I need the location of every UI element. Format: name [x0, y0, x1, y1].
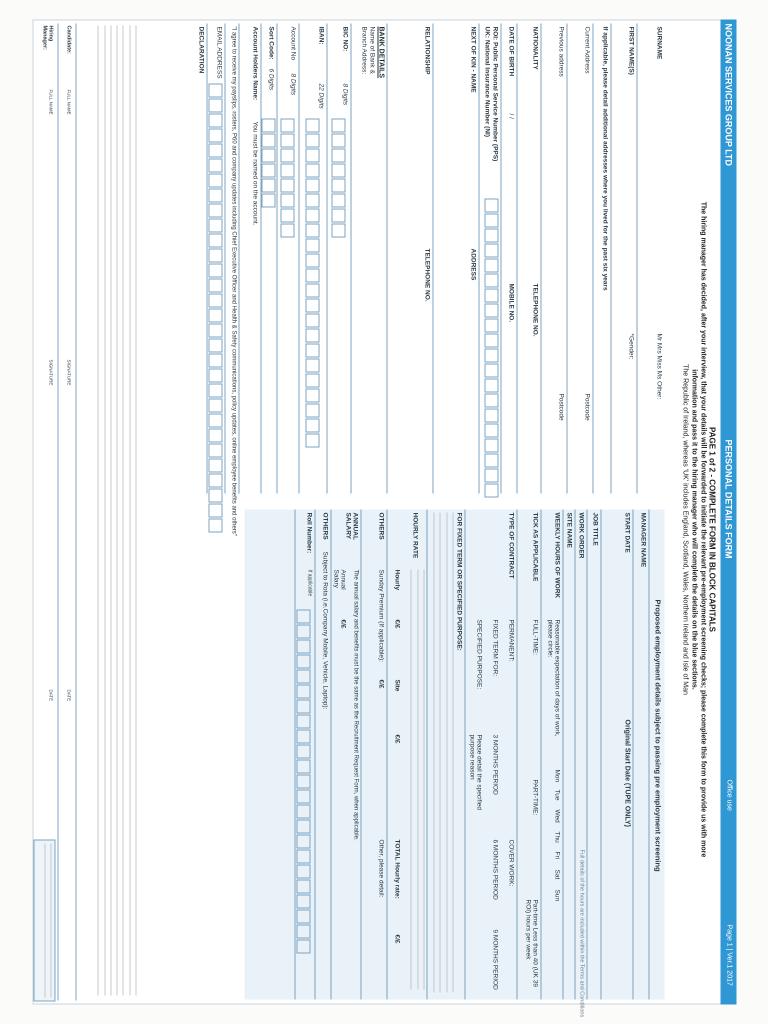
hourly-sub-label: Hourly [393, 569, 400, 591]
others-premium-row [360, 510, 386, 1000]
first-names-row [610, 24, 636, 494]
manager-confirmation-lines [44, 844, 51, 998]
part-time-option[interactable]: PART-TIME: [531, 779, 538, 816]
six-months-option[interactable]: 6 MONTHS PERIOD [491, 839, 498, 900]
previous-addresses-note-row [592, 24, 610, 494]
total-hourly-currency[interactable]: €/£ [393, 934, 400, 944]
current-address-label: Current Address [583, 26, 590, 74]
form-header [720, 20, 736, 1005]
specified-purpose-detail: Please detail the specified purpose reason [468, 734, 482, 811]
annual-salary-label: ANNUAL SALARY [344, 512, 358, 540]
contract-type-label: TYPE OF CONTRACT [507, 512, 514, 579]
proposed-heading-row [648, 510, 664, 1000]
original-start-label: Original Start Date (TUPE ONLY) [623, 719, 630, 827]
page-instruction: PAGE 1 of 2 - COMPLETE FORM IN BLOCK CAPITALS [707, 426, 716, 633]
annual-salary-row [330, 510, 360, 1000]
declaration-text [92, 26, 136, 996]
intro-text [680, 150, 716, 910]
bic-boxes[interactable] [331, 119, 345, 239]
iban-digits-hint: 22 Digits [317, 83, 324, 109]
kin-address-label: ADDRESS [469, 248, 476, 281]
telephone-label: TELEPHONE NO. [531, 283, 538, 337]
sort-digits-hint: 6 Digits [267, 68, 274, 91]
day-sun[interactable]: Sun [553, 889, 560, 902]
roll-number-boxes[interactable] [296, 610, 310, 955]
proposed-heading: Proposed employment details subject to passing pre employment screening [653, 599, 662, 872]
start-date-label: START DATE [623, 512, 630, 553]
iban-boxes[interactable] [305, 119, 319, 449]
account-holder-note: You must be named on the account. [251, 121, 258, 226]
form-title: PERSONAL DETAILS FORM [723, 439, 733, 559]
roll-if-applicable: If applicable [306, 569, 312, 597]
hourly-rate-text-lines [405, 570, 424, 990]
iban-label: IBAN: [317, 26, 324, 45]
candidate-full-name[interactable]: FULL NAME [66, 89, 71, 115]
roi-pps-label: ROI: Public Personal Service Number (PPS) [491, 26, 498, 162]
work-order-row [574, 510, 586, 1018]
site-name-row [562, 510, 574, 1000]
tick-applicable-label: TICK AS APPLICABLE [531, 512, 538, 582]
manager-signature[interactable]: SIGNATURE [48, 359, 53, 386]
previous-address-label: Previous address [557, 26, 564, 77]
account-holder-label: Account Holders Name: [251, 26, 258, 101]
relationship-row [386, 24, 432, 494]
postcode-label: Postcode [583, 393, 590, 421]
account-number-boxes[interactable] [280, 119, 294, 239]
bic-digits-hint: 8 Digits [341, 83, 348, 106]
roll-number-row [294, 510, 314, 1000]
weekly-hours-label: WEEKLY HOURS OF WORK [553, 512, 560, 599]
proposed-employment-section [294, 510, 664, 1018]
site-sub-label: Site [393, 679, 400, 692]
next-of-kin-label: NEXT OF KIN - NAME [469, 26, 476, 93]
weekly-hours-row [540, 510, 562, 1000]
candidate-label: Candidate: [65, 25, 71, 54]
sort-code-boxes[interactable] [261, 119, 275, 209]
nationality-row [516, 24, 540, 494]
gender-label[interactable]: *Gender: [627, 333, 634, 360]
iban-row [298, 24, 326, 494]
candidate-date[interactable]: DATE [66, 689, 71, 702]
site-currency[interactable]: €/£ [393, 734, 400, 744]
specified-purpose-option[interactable]: SPECIFIED PURPOSE: [475, 619, 482, 690]
bank-name-label: Name of Bank & [368, 26, 375, 74]
annual-sub-label: Annual Salary [332, 569, 346, 590]
day-wed[interactable]: Wed [553, 809, 560, 823]
job-title-label: JOB TITLE [591, 512, 598, 546]
company-name: NOONAN SERVICES GROUP LTD [723, 23, 733, 167]
pps-ni-boxes[interactable] [484, 199, 498, 499]
full-details-note: Full details of the hours are included within the Terms and Conditions [578, 849, 584, 1018]
bic-row [326, 24, 350, 494]
manager-name-row [632, 510, 648, 1000]
manager-date[interactable]: DATE [48, 689, 53, 702]
three-months-option[interactable]: 3 MONTHS PERIOD [491, 734, 498, 795]
email-boxes[interactable] [208, 84, 222, 534]
fixed-term-heading: FOR FIXED TERM OR SPECIFIED PURPOSE: [455, 512, 462, 651]
postcode-label-2: Postcode [557, 393, 564, 421]
intro-line-2: The hiring manager has decided, after your interview, that your details will be forwarded to initiate the relevant pre-employment screening checks; please complete this form to provide us with more [699, 201, 706, 858]
hourly-rate-label: HOURLY RATE [411, 512, 418, 559]
site-name-label: SITE NAME [565, 512, 572, 548]
date-of-birth-label: DATE OF BIRTH [507, 26, 514, 77]
footer-divider [75, 24, 76, 1001]
others-rota-row [314, 510, 330, 1000]
previous-addresses-note: If applicable, please detail additional addresses where you lived for the past six years [601, 26, 608, 291]
contract-type-row [464, 510, 516, 1000]
permanent-option[interactable]: PERMANENT: [507, 619, 514, 662]
sort-code-row [260, 24, 276, 494]
start-date-row [600, 510, 632, 1000]
fixed-term-info-row [426, 510, 464, 1000]
annual-salary-note: The annual salary and benefits must be the same as the Recruitment Request Form, when applicable. [352, 569, 358, 841]
current-address-row [566, 24, 592, 494]
page-version: Page 1 | Ver.1 2017 [725, 924, 732, 986]
reasonable-expectation: Reasonable expectation of days of work, please circle: [546, 619, 560, 737]
agree-statement: "I agree to receive my payslips, rosters, P60 and company updates including Chief Executive Officer and Health & Safety communications, policy updates, online employee benefits and others" [230, 26, 236, 536]
date-of-birth-row [500, 24, 516, 494]
account-digits-hint: 8 Digits [289, 73, 296, 96]
day-sat[interactable]: Sat [553, 869, 560, 880]
account-number-row [276, 24, 298, 494]
total-hourly-label: TOTAL Hourly rate: [393, 839, 400, 899]
uk-ni-label: UK: National Insurance Number (NI) [483, 26, 490, 138]
declaration-heading: DECLARATION [197, 26, 204, 74]
manager-confirmation-box [33, 840, 55, 1002]
day-fri[interactable]: Fri [553, 851, 560, 860]
nationality-label: NATIONALITY [531, 26, 538, 70]
kin-telephone-label: TELEPHONE NO. [423, 248, 430, 302]
nine-months-option[interactable]: 9 MONTHS PERIOD [491, 929, 498, 990]
first-names-label: FIRST NAME(S) [627, 26, 634, 75]
day-mon[interactable]: Mon [553, 769, 560, 783]
others-rota-label: OTHERS [321, 512, 328, 540]
title-options[interactable]: Mr Mrs Miss Ms Other: [655, 333, 662, 400]
intro-line-3: information and pass it to the hiring manager who will complete the details on the blue sections. [690, 369, 697, 690]
manager-full-name[interactable]: FULL NAME [48, 89, 53, 115]
declaration-row [194, 24, 206, 494]
annual-currency[interactable]: €/£ [339, 619, 346, 629]
account-number-label: Account No [289, 26, 296, 61]
cover-work-option[interactable]: COVER WORK: [507, 839, 514, 887]
pps-ni-row [478, 24, 500, 494]
other-detail-label: Other, please detail: [377, 839, 384, 898]
part-time-less-note: Part-time Less than 40 (UK 39 ROI) hours per week [524, 899, 538, 987]
next-of-kin-row [432, 24, 478, 494]
day-thu[interactable]: Thu [553, 831, 560, 843]
sunday-currency[interactable]: €/£ [377, 679, 384, 689]
surname-label: SURNAME [655, 26, 662, 60]
tick-applicable-row [516, 510, 540, 1000]
rota-label: Subject to Rota (i.e.Company Mobile, Vehicle, Laptop): [321, 551, 328, 710]
mobile-label: MOBILE NO. [507, 283, 514, 323]
work-order-label: WORK ORDER [577, 512, 584, 559]
candidate-signature[interactable]: SIGNATURE [66, 359, 71, 386]
bank-details-row [350, 24, 386, 494]
bank-branch-label: Branch Address: [360, 26, 367, 75]
agree-row [224, 24, 238, 536]
surname-row [636, 24, 664, 494]
others-label: OTHERS [377, 512, 384, 540]
footer-divider-2 [57, 24, 58, 1001]
day-tue[interactable]: Tue [553, 789, 560, 801]
sunday-premium-label: Sunday Premium (If applicable): [377, 569, 384, 662]
full-time-option[interactable]: FULL-TIME: [531, 619, 538, 655]
bank-details-heading: BANK DETAILS [377, 26, 384, 79]
account-holder-row [238, 24, 260, 494]
date-of-birth-separators[interactable]: / / [507, 113, 514, 119]
hiring-manager-label: Hiring Manager: [41, 25, 53, 50]
manager-name-label: MANAGER NAME [639, 512, 646, 568]
intro-line-4: The Republic of Ireland, whereas 'UK' includes England, Scotland, Wales, Northern Ireland and Isle of Man [681, 364, 688, 695]
relationship-label: RELATIONSHIP [423, 26, 430, 75]
sort-code-label: Sort Code: [267, 26, 274, 60]
hourly-rate-row [386, 510, 426, 1000]
personal-details-form [32, 20, 736, 1018]
email-label: EMAIL ADDRESS [215, 26, 222, 79]
office-use-label: Office use [725, 779, 732, 811]
previous-address-row [540, 24, 566, 494]
hourly-currency[interactable]: €/£ [393, 619, 400, 629]
roll-number-label: Roll Number: [305, 512, 312, 554]
fixed-term-text-lines [428, 513, 453, 993]
bic-label: BIC NO: [341, 26, 348, 52]
job-title-row [586, 510, 600, 1000]
email-row [206, 24, 224, 494]
fixed-term-option[interactable]: FIXED TERM FOR: [491, 619, 498, 677]
